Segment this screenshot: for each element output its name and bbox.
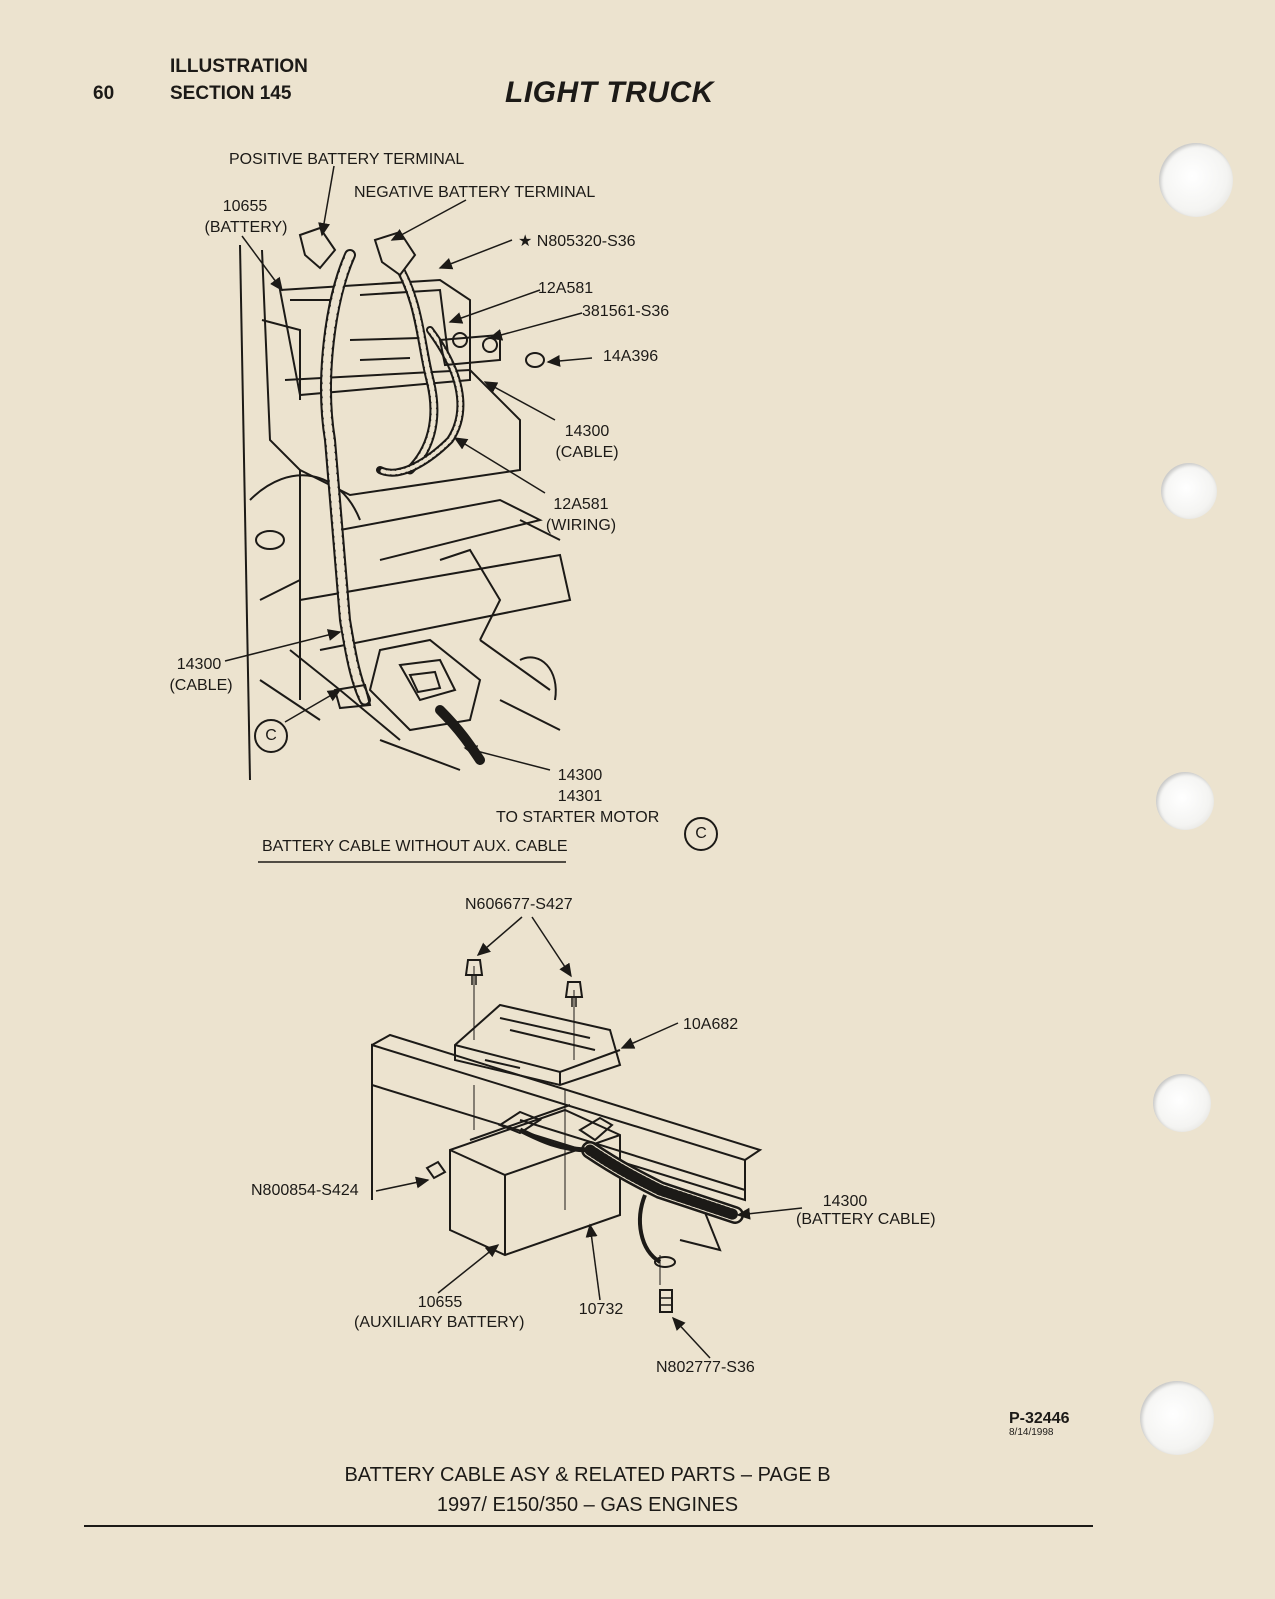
label-aux-battery-name: (AUXILIARY BATTERY)	[354, 1314, 525, 1331]
label-negative-terminal: NEGATIVE BATTERY TERMINAL	[354, 184, 596, 201]
part-number: P-32446	[1009, 1410, 1070, 1427]
label-cable-num: 14300	[564, 423, 610, 440]
label-bolt-n805320: ★ N805320-S36	[518, 233, 636, 250]
bottom-aux-battery-drawing	[372, 960, 760, 1312]
label-12a581: 12A581	[538, 280, 594, 297]
section-line2: SECTION 145	[170, 83, 292, 104]
callout-c2-letter: C	[695, 825, 707, 842]
label-381561: 381561-S36	[582, 303, 670, 320]
part-date: 8/14/1998	[1009, 1427, 1054, 1438]
bottom-battery-cable	[520, 1130, 735, 1262]
label-battery-num: 10655	[222, 198, 268, 215]
section-line1: ILLUSTRATION	[170, 56, 308, 77]
top-cables	[300, 228, 544, 760]
label-tray: 10732	[578, 1301, 624, 1318]
bottom-leader-lines	[376, 917, 802, 1358]
label-14a396: 14A396	[603, 348, 659, 365]
label-cable-name: (CABLE)	[555, 444, 619, 461]
label-aux-battery-num: 10655	[417, 1294, 463, 1311]
footer-line1: BATTERY CABLE ASY & RELATED PARTS – PAGE B	[344, 1464, 831, 1486]
label-battery-cable-num: 14300	[822, 1193, 868, 1210]
label-starter-name: TO STARTER MOTOR	[496, 809, 660, 826]
label-starter-num2: 14301	[557, 788, 603, 805]
page-number: 60	[93, 83, 115, 104]
label-cover: 10A682	[683, 1016, 739, 1033]
top-engine-bay-drawing	[240, 245, 570, 780]
label-wiring-name: (WIRING)	[545, 517, 617, 534]
label-battery-name: (BATTERY)	[204, 219, 288, 236]
label-starter-num1: 14300	[557, 767, 603, 784]
label-battery-cable-name: (BATTERY CABLE)	[796, 1211, 936, 1228]
label-bolt-n802777: N802777-S36	[656, 1359, 755, 1376]
label-lower-cable-name: (CABLE)	[169, 677, 233, 694]
label-positive-terminal: POSITIVE BATTERY TERMINAL	[229, 151, 465, 168]
footer-line2: 1997/ E150/350 – GAS ENGINES	[436, 1494, 739, 1516]
callout-c-letter: C	[265, 727, 277, 744]
label-nut-n800854: N800854-S424	[251, 1182, 359, 1199]
label-screws: N606677-S427	[465, 896, 573, 913]
page-title: LIGHT TRUCK	[505, 76, 714, 109]
label-wiring-num: 12A581	[553, 496, 609, 513]
caption-top: BATTERY CABLE WITHOUT AUX. CABLE	[262, 838, 568, 855]
label-lower-cable-num: 14300	[176, 656, 222, 673]
